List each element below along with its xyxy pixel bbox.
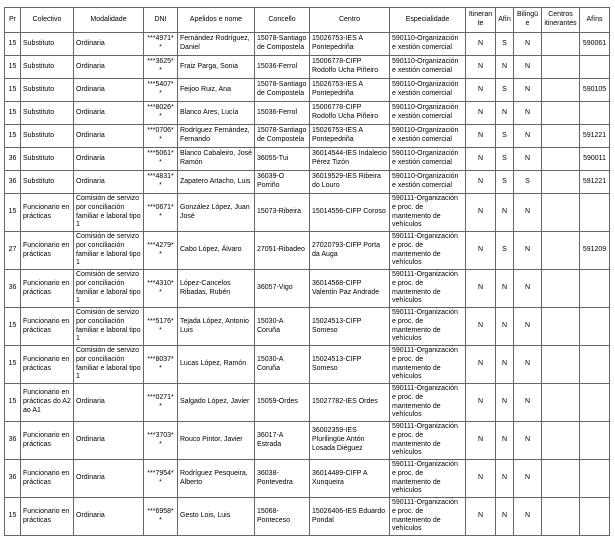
cell-itinerante: N <box>466 270 496 308</box>
cell-apelidos: Rodríguez Pesqueira, Alberto <box>178 460 255 498</box>
cell-itinerante: N <box>466 422 496 460</box>
cell-centros_itinerantes <box>542 148 580 171</box>
cell-dni: ***7954** <box>144 460 178 498</box>
cell-itinerante: N <box>466 125 496 148</box>
cell-centros_itinerantes <box>542 56 580 79</box>
cell-centro: 15026753-IES A Pontepedriña <box>310 33 390 56</box>
cell-concello: 15068-Ponteceso <box>255 498 310 536</box>
cell-apelidos: Feijoo Ruiz, Ana <box>178 79 255 102</box>
cell-pr: 36 <box>5 270 21 308</box>
cell-colectivo: Funcionario en prácticas <box>21 346 74 384</box>
column-header-concello: Concello <box>255 8 310 33</box>
cell-modalidade: Ordinaria <box>74 33 144 56</box>
cell-concello: 15036-Ferrol <box>255 102 310 125</box>
cell-dni: ***0271** <box>144 384 178 422</box>
cell-centro: 36014489-CIFP A Xunqueira <box>310 460 390 498</box>
cell-afins <box>580 384 610 422</box>
cell-concello: 15078-Santiago de Compostela <box>255 125 310 148</box>
cell-apelidos: Rodríguez Fernández, Fernando <box>178 125 255 148</box>
cell-concello: 36057-Vigo <box>255 270 310 308</box>
cell-colectivo: Funcionario en prácticas <box>21 270 74 308</box>
column-header-centro: Centro <box>310 8 390 33</box>
cell-bilingue: N <box>514 498 542 536</box>
cell-afins <box>580 194 610 232</box>
cell-modalidade: Ordinaria <box>74 125 144 148</box>
cell-concello: 15030-A Coruña <box>255 308 310 346</box>
cell-dni: ***4310** <box>144 270 178 308</box>
cell-centro: 15026753-IES A Pontepedriña <box>310 79 390 102</box>
cell-afins <box>580 422 610 460</box>
cell-bilingue: N <box>514 102 542 125</box>
cell-especialidade: 590110-Organización e xestión comercial <box>390 33 466 56</box>
cell-centros_itinerantes <box>542 171 580 194</box>
cell-colectivo: Funcionario en prácticas do A2 ao A1 <box>21 384 74 422</box>
cell-concello: 15059-Ordes <box>255 384 310 422</box>
cell-concello: 36038-Pontevedra <box>255 460 310 498</box>
cell-centros_itinerantes <box>542 232 580 270</box>
cell-centro: 36002359-IES Plurilingüe Antón Losada Diéguez <box>310 422 390 460</box>
cell-modalidade: Ordinaria <box>74 56 144 79</box>
cell-afins <box>580 346 610 384</box>
table-row <box>5 270 610 308</box>
table-row <box>5 171 610 194</box>
cell-especialidade: 590110-Organización e xestión comercial <box>390 102 466 125</box>
table-row <box>5 125 610 148</box>
table-row <box>5 194 610 232</box>
cell-apelidos: Salgado López, Javier <box>178 384 255 422</box>
cell-pr: 15 <box>5 194 21 232</box>
cell-afin: N <box>496 56 514 79</box>
cell-colectivo: Funcionario en prácticas <box>21 232 74 270</box>
cell-modalidade: Comisión de servizo por conciliación familiar e laboral tipo 1 <box>74 194 144 232</box>
cell-pr: 15 <box>5 384 21 422</box>
cell-bilingue: N <box>514 56 542 79</box>
table-row <box>5 498 610 536</box>
table-row <box>5 102 610 125</box>
cell-afin: S <box>496 171 514 194</box>
table-body <box>5 33 610 536</box>
cell-apelidos: Fraiz Parga, Sonia <box>178 56 255 79</box>
table-row <box>5 79 610 102</box>
column-header-modalidade: Modalidade <box>74 8 144 33</box>
cell-concello: 36017-A Estrada <box>255 422 310 460</box>
cell-colectivo: Substituto <box>21 102 74 125</box>
table-row <box>5 384 610 422</box>
cell-dni: ***3625** <box>144 56 178 79</box>
cell-itinerante: N <box>466 384 496 422</box>
cell-especialidade: 590111-Organización e proc. de mantemento de vehículos <box>390 422 466 460</box>
cell-centro: 27020793-CIFP Porta da Auga <box>310 232 390 270</box>
column-header-especialidade: Especialidade <box>390 8 466 33</box>
cell-bilingue: N <box>514 384 542 422</box>
cell-itinerante: N <box>466 171 496 194</box>
cell-itinerante: N <box>466 346 496 384</box>
cell-centros_itinerantes <box>542 79 580 102</box>
cell-pr: 27 <box>5 232 21 270</box>
cell-centros_itinerantes <box>542 346 580 384</box>
cell-bilingue: N <box>514 460 542 498</box>
cell-centros_itinerantes <box>542 422 580 460</box>
cell-concello: 15030-A Coruña <box>255 346 310 384</box>
cell-itinerante: N <box>466 148 496 171</box>
cell-afin: N <box>496 422 514 460</box>
cell-afin: N <box>496 498 514 536</box>
cell-centro: 15024513-CIFP Someso <box>310 346 390 384</box>
cell-afin: S <box>496 232 514 270</box>
cell-centros_itinerantes <box>542 102 580 125</box>
cell-centro: 36014544-IES Indalecio Pérez Tizón <box>310 148 390 171</box>
results-table <box>4 7 610 536</box>
cell-apelidos: Fernández Rodríguez, Daniel <box>178 33 255 56</box>
cell-pr: 36 <box>5 460 21 498</box>
cell-colectivo: Substituto <box>21 56 74 79</box>
cell-centro: 15026753-IES A Pontepedriña <box>310 125 390 148</box>
cell-modalidade: Ordinaria <box>74 460 144 498</box>
table-row <box>5 232 610 270</box>
cell-afin: N <box>496 308 514 346</box>
cell-colectivo: Substituto <box>21 79 74 102</box>
cell-dni: ***5407** <box>144 79 178 102</box>
cell-especialidade: 590110-Organización e xestión comercial <box>390 125 466 148</box>
cell-apelidos: Zapatero Artacho, Luis <box>178 171 255 194</box>
cell-especialidade: 590111-Organización e proc. de mantemento de vehículos <box>390 498 466 536</box>
cell-pr: 15 <box>5 125 21 148</box>
cell-afins <box>580 308 610 346</box>
column-header-centros_itinerantes: Centros itinerantes <box>542 8 580 33</box>
cell-bilingue: N <box>514 79 542 102</box>
cell-colectivo: Funcionario en prácticas <box>21 460 74 498</box>
cell-itinerante: N <box>466 102 496 125</box>
cell-modalidade: Comisión de servizo por conciliación familiar e laboral tipo 1 <box>74 308 144 346</box>
cell-bilingue: N <box>514 194 542 232</box>
cell-pr: 15 <box>5 33 21 56</box>
cell-modalidade: Comisión de servizo por conciliación familiar e laboral tipo 1 <box>74 346 144 384</box>
table-header <box>5 8 610 33</box>
cell-concello: 36039-O Porriño <box>255 171 310 194</box>
cell-centro: 36019529-IES Ribeira do Louro <box>310 171 390 194</box>
cell-modalidade: Ordinaria <box>74 171 144 194</box>
cell-pr: 36 <box>5 171 21 194</box>
cell-bilingue: N <box>514 422 542 460</box>
cell-concello: 15078-Santiago de Compostela <box>255 33 310 56</box>
cell-centro: 15027782-IES Ordes <box>310 384 390 422</box>
column-header-pr: Pr <box>5 8 21 33</box>
cell-pr: 15 <box>5 79 21 102</box>
cell-colectivo: Funcionario en prácticas <box>21 308 74 346</box>
column-header-itinerante: Itinerante <box>466 8 496 33</box>
cell-colectivo: Substituto <box>21 171 74 194</box>
cell-afins: 591221 <box>580 125 610 148</box>
cell-concello: 36055-Tui <box>255 148 310 171</box>
cell-especialidade: 590111-Organización e proc. de mantemento de vehículos <box>390 308 466 346</box>
cell-centro: 15014556-CIFP Coroso <box>310 194 390 232</box>
cell-apelidos: Blanco Ares, Lucía <box>178 102 255 125</box>
table-row <box>5 148 610 171</box>
column-header-afin: Afín <box>496 8 514 33</box>
table-row <box>5 422 610 460</box>
cell-especialidade: 590110-Organización e xestión comercial <box>390 56 466 79</box>
cell-especialidade: 590111-Organización e proc. de mantemento de vehículos <box>390 384 466 422</box>
cell-especialidade: 590111-Organización e proc. de mantemento de vehículos <box>390 460 466 498</box>
cell-centro: 15024513-CIFP Someso <box>310 308 390 346</box>
cell-apelidos: Rouco Pintor, Javier <box>178 422 255 460</box>
header-row <box>5 8 610 33</box>
cell-pr: 36 <box>5 422 21 460</box>
column-header-afins: Afíns <box>580 8 610 33</box>
cell-afins <box>580 460 610 498</box>
table-row <box>5 308 610 346</box>
cell-especialidade: 590110-Organización e xestión comercial <box>390 79 466 102</box>
table-row <box>5 460 610 498</box>
cell-afins <box>580 270 610 308</box>
cell-dni: ***5061** <box>144 148 178 171</box>
cell-centros_itinerantes <box>542 125 580 148</box>
cell-modalidade: Ordinaria <box>74 148 144 171</box>
cell-colectivo: Substituto <box>21 125 74 148</box>
cell-bilingue: N <box>514 125 542 148</box>
cell-especialidade: 590110-Organización e xestión comercial <box>390 148 466 171</box>
cell-dni: ***8026** <box>144 102 178 125</box>
cell-especialidade: 590110-Organización e xestión comercial <box>390 171 466 194</box>
cell-afins: 591209 <box>580 232 610 270</box>
cell-apelidos: Gesto Lois, Luis <box>178 498 255 536</box>
cell-modalidade: Ordinaria <box>74 384 144 422</box>
cell-centros_itinerantes <box>542 270 580 308</box>
cell-bilingue: N <box>514 346 542 384</box>
cell-bilingue: S <box>514 171 542 194</box>
cell-concello: 15036-Ferrol <box>255 56 310 79</box>
cell-afin: N <box>496 102 514 125</box>
cell-dni: ***8037** <box>144 346 178 384</box>
table-row <box>5 33 610 56</box>
cell-afins <box>580 56 610 79</box>
cell-afins: 590105 <box>580 79 610 102</box>
cell-centro: 36014568-CIFP Valentín Paz Andrade <box>310 270 390 308</box>
cell-afin: N <box>496 460 514 498</box>
cell-itinerante: N <box>466 460 496 498</box>
cell-centro: 15026406-IES Eduardo Pondal <box>310 498 390 536</box>
cell-dni: ***4279** <box>144 232 178 270</box>
column-header-dni: DNI <box>144 8 178 33</box>
cell-modalidade: Ordinaria <box>74 102 144 125</box>
cell-afins <box>580 498 610 536</box>
cell-afin: N <box>496 194 514 232</box>
cell-dni: ***5176** <box>144 308 178 346</box>
cell-bilingue: N <box>514 33 542 56</box>
cell-afin: S <box>496 148 514 171</box>
cell-centros_itinerantes <box>542 384 580 422</box>
cell-afins: 591221 <box>580 171 610 194</box>
cell-modalidade: Comisión de servizo por conciliación familiar e laboral tipo 1 <box>74 232 144 270</box>
cell-centros_itinerantes <box>542 33 580 56</box>
table-row <box>5 346 610 384</box>
cell-modalidade: Ordinaria <box>74 79 144 102</box>
cell-bilingue: N <box>514 270 542 308</box>
cell-itinerante: N <box>466 194 496 232</box>
cell-afin: N <box>496 384 514 422</box>
cell-dni: ***0706** <box>144 125 178 148</box>
cell-bilingue: N <box>514 308 542 346</box>
cell-afins: 590011 <box>580 148 610 171</box>
cell-dni: ***4971** <box>144 33 178 56</box>
cell-pr: 15 <box>5 308 21 346</box>
cell-afin: S <box>496 33 514 56</box>
cell-afin: N <box>496 346 514 384</box>
cell-dni: ***4831** <box>144 171 178 194</box>
cell-afins <box>580 102 610 125</box>
cell-dni: ***6958** <box>144 498 178 536</box>
table-row <box>5 56 610 79</box>
cell-concello: 15078-Santiago de Compostela <box>255 79 310 102</box>
cell-itinerante: N <box>466 33 496 56</box>
cell-itinerante: N <box>466 79 496 102</box>
cell-concello: 15073-Ribeira <box>255 194 310 232</box>
cell-colectivo: Funcionario en prácticas <box>21 422 74 460</box>
cell-centros_itinerantes <box>542 308 580 346</box>
cell-afin: S <box>496 79 514 102</box>
cell-dni: ***0671** <box>144 194 178 232</box>
cell-modalidade: Ordinaria <box>74 422 144 460</box>
column-header-bilingue: Bilingüe <box>514 8 542 33</box>
cell-centros_itinerantes <box>542 460 580 498</box>
cell-afin: S <box>496 125 514 148</box>
cell-colectivo: Substituto <box>21 148 74 171</box>
cell-centros_itinerantes <box>542 194 580 232</box>
cell-apelidos: Blanco Cabaleiro, José Ramón <box>178 148 255 171</box>
cell-colectivo: Substituto <box>21 33 74 56</box>
cell-apelidos: Lucas López, Ramón <box>178 346 255 384</box>
cell-modalidade: Ordinaria <box>74 498 144 536</box>
cell-itinerante: N <box>466 232 496 270</box>
cell-bilingue: N <box>514 148 542 171</box>
column-header-apelidos: Apelidos e nome <box>178 8 255 33</box>
cell-especialidade: 590111-Organización e proc. de mantemento de vehículos <box>390 232 466 270</box>
column-header-colectivo: Colectivo <box>21 8 74 33</box>
cell-apelidos: Tejada López, Antonio Luis <box>178 308 255 346</box>
cell-dni: ***3703** <box>144 422 178 460</box>
cell-especialidade: 590111-Organización e proc. de mantemento de vehículos <box>390 270 466 308</box>
cell-apelidos: López-Cancelos Ribadas, Rubén <box>178 270 255 308</box>
cell-itinerante: N <box>466 498 496 536</box>
cell-afins: 590061 <box>580 33 610 56</box>
cell-concello: 27051-Ribadeo <box>255 232 310 270</box>
cell-apelidos: González López, Juan José <box>178 194 255 232</box>
cell-colectivo: Funcionario en prácticas <box>21 194 74 232</box>
cell-especialidade: 590111-Organización e proc. de mantemento de vehículos <box>390 346 466 384</box>
cell-pr: 15 <box>5 102 21 125</box>
cell-modalidade: Comisión de servizo por conciliación familiar e laboral tipo 1 <box>74 270 144 308</box>
cell-afin: N <box>496 270 514 308</box>
cell-especialidade: 590111-Organización e proc. de mantemento de vehículos <box>390 194 466 232</box>
cell-centro: 15006778-CIFP Rodolfo Ucha Piñeiro <box>310 102 390 125</box>
cell-pr: 36 <box>5 148 21 171</box>
cell-centros_itinerantes <box>542 498 580 536</box>
cell-itinerante: N <box>466 56 496 79</box>
cell-bilingue: N <box>514 232 542 270</box>
cell-apelidos: Cabo López, Álvaro <box>178 232 255 270</box>
cell-colectivo: Funcionario en prácticas <box>21 498 74 536</box>
cell-pr: 15 <box>5 56 21 79</box>
cell-pr: 15 <box>5 346 21 384</box>
cell-centro: 15006778-CIFP Rodolfo Ucha Piñeiro <box>310 56 390 79</box>
cell-itinerante: N <box>466 308 496 346</box>
cell-pr: 15 <box>5 498 21 536</box>
